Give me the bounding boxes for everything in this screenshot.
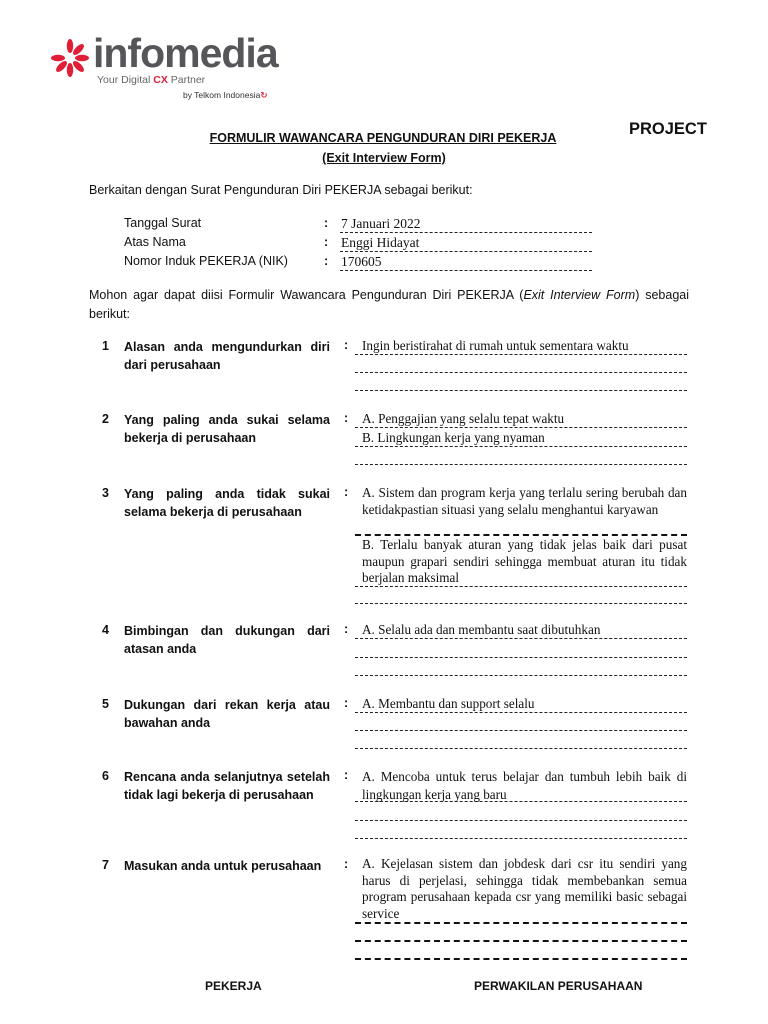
signature-employee-label: PEKERJA (205, 979, 262, 993)
request-text-post: ) sebagai berikut: (89, 288, 689, 321)
answer-line (355, 586, 687, 587)
answer-text: B. Lingkungan kerja yang nyaman (362, 430, 545, 445)
logo-tagline-cx: CX (153, 74, 168, 86)
info-value-nik: 170605 (340, 253, 592, 271)
question-number: 2 (102, 412, 109, 426)
info-colon: : (324, 254, 329, 268)
question-text: Bimbingan dan dukungan dari atasan anda (124, 624, 330, 656)
question-number: 3 (102, 486, 109, 500)
question-number: 6 (102, 769, 109, 783)
answer-text: A. Sistem dan program kerja yang terlalu sering berubah dan ketidakpastian situasi yang selalu menghantui karyawan (362, 485, 687, 517)
answer-text: A. Membantu dan support selalu (362, 696, 535, 711)
answer-text: A. Selalu ada dan membantu saat dibutuhkan (362, 622, 601, 637)
answer-line (355, 958, 687, 960)
answer-line (355, 372, 687, 373)
answer-line (355, 638, 687, 639)
form-title: FORMULIR WAWANCARA PENGUNDURAN DIRI PEKERJA (209, 131, 557, 145)
question-colon: : (344, 622, 349, 636)
answer-line (355, 748, 687, 749)
answer-text: Ingin beristirahat di rumah untuk sementara waktu (362, 338, 629, 353)
info-label-name: Atas Nama (124, 235, 186, 249)
answer-line (355, 603, 687, 604)
answer-text: A. Penggajian yang selalu tepat waktu (362, 411, 565, 426)
answer-line (355, 712, 687, 713)
form-subtitle: (Exit Interview Form) (322, 151, 446, 165)
logo-byline (183, 90, 267, 100)
request-text-pre: Mohon agar dapat diisi Formulir Wawancara Pengunduran Diri PEKERJA ( (89, 288, 524, 302)
answer-line (355, 730, 687, 731)
answer-line (355, 464, 687, 465)
answer-line (355, 446, 687, 447)
project-label: PROJECT (629, 120, 707, 138)
question-number: 5 (102, 697, 109, 711)
question-colon: : (344, 857, 349, 871)
question-text: Yang paling anda tidak sukai selama bekerja di perusahaan (124, 487, 330, 519)
question-colon: : (344, 696, 349, 710)
question-text: Yang paling anda sukai selama bekerja di perusahaan (124, 413, 330, 445)
question-number: 7 (102, 858, 109, 872)
question-colon: : (344, 768, 349, 782)
answer-text: A. Kejelasan sistem dan jobdesk dari csr itu sendiri yang harus di perjelasi, sehingga tidak membebankan semua program perusahaan kepada csr yang memiliki basic sebagai service (362, 856, 687, 921)
request-text-italic: Exit Interview Form (523, 288, 636, 302)
question-number: 1 (102, 339, 109, 353)
answer-line (355, 940, 687, 942)
signature-company-label: PERWAKILAN PERUSAHAAN (474, 979, 643, 993)
info-colon: : (324, 216, 329, 230)
answer-line (355, 801, 687, 802)
logo-byline-text: by Telkom Indonesia (183, 90, 261, 100)
question-colon: : (344, 411, 349, 425)
answer-line (355, 390, 687, 391)
answer-text: A. Mencoba untuk terus belajar dan tumbuh lebih baik di lingkungan kerja yang baru (362, 769, 687, 802)
answer-line (355, 675, 687, 676)
question-number: 4 (102, 623, 109, 637)
question-colon: : (344, 338, 349, 352)
logo-tagline-post: Partner (167, 74, 206, 86)
intro-text: Berkaitan dengan Surat Pengunduran Diri PEKERJA sebagai berikut: (89, 183, 473, 197)
info-value-name: Enggi Hidayat (340, 234, 592, 252)
answer-line (355, 427, 687, 428)
request-paragraph (89, 286, 689, 324)
question-colon: : (344, 485, 349, 499)
question-text: Rencana anda selanjutnya setelah tidak lagi bekerja di perusahaan (124, 770, 330, 802)
answer-line (355, 922, 687, 924)
telkom-swirl-icon: ↻ (260, 90, 268, 100)
info-label-date: Tanggal Surat (124, 216, 202, 230)
logo-tagline-pre: Your Digital (97, 74, 154, 86)
infomedia-star-icon (50, 38, 90, 78)
info-colon: : (324, 235, 329, 249)
answer-text: B. Terlalu banyak aturan yang tidak jelas baik dari pusat maupun grapari sendiri sehingga membuat aturan itu tidak berjalan maksimal (362, 537, 687, 585)
answer-line (355, 820, 687, 821)
answer-line (355, 657, 687, 658)
logo-tagline (97, 74, 205, 86)
question-text: Masukan anda untuk perusahaan (124, 859, 322, 873)
logo-wordmark: infomedia (93, 30, 278, 76)
info-value-date: 7 Januari 2022 (340, 215, 592, 233)
question-text: Alasan anda mengundurkan diri dari perusahaan (124, 340, 330, 372)
question-text: Dukungan dari rekan kerja atau bawahan anda (124, 698, 330, 730)
answer-line (355, 838, 687, 839)
answer-line (355, 534, 687, 536)
answer-line (355, 354, 687, 355)
info-label-nik: Nomor Induk PEKERJA (NIK) (124, 254, 288, 268)
